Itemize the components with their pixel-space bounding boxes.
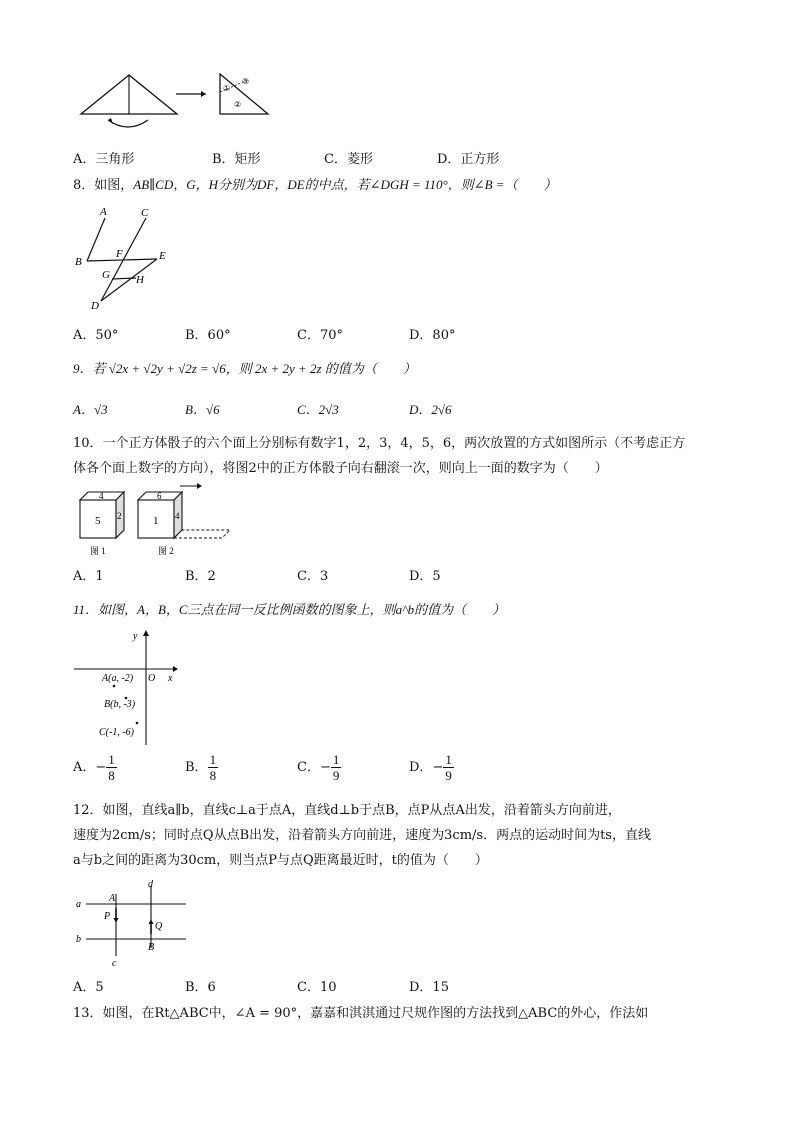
q11-option-d-letter: D． [409, 760, 433, 775]
q11-option-b[interactable] [185, 752, 218, 783]
q9-option-d[interactable]: D．2√6 [409, 402, 452, 417]
q12-label-point-p: P [104, 911, 111, 922]
q8-option-c[interactable]: C．70° [297, 328, 343, 343]
q8-label-g: G [102, 269, 110, 281]
q8-stem-prefix: 8．如图， [73, 178, 134, 193]
q12-label-point-b: B [148, 942, 155, 953]
q11-label-x: x [168, 673, 173, 684]
q10-die2-side: 4 [175, 511, 180, 521]
q8-option-d[interactable]: D．80° [409, 328, 456, 343]
q10-option-d[interactable]: D．5 [409, 569, 441, 584]
q12-label-a-line: a [76, 899, 81, 910]
q12-label-b-line: b [76, 934, 81, 945]
q7-option-b[interactable]: B．矩形 [212, 152, 261, 167]
q11-option-a-den: 8 [108, 768, 115, 783]
q12-label-c-line: c [112, 958, 117, 968]
q11-option-a-sign: − [95, 760, 107, 775]
q11-label-c: C(-1, -6) [99, 727, 134, 738]
q8-label-a: A [100, 206, 107, 218]
q12-stem-line-3: a与b之间的距离为30cm，则当点P与点Q距离最近时，t的值为（ ） [73, 853, 488, 868]
q11-option-b-letter: B． [185, 760, 208, 775]
q8-stem-body: AB∥CD，G，H分别为DF，DE的中点，若∠DGH = 110°，则∠B =（ ） [133, 177, 557, 192]
q11-coordinate-figure [74, 627, 184, 747]
q7-fig-label-2: ② [234, 100, 242, 109]
q8-option-b[interactable]: B．60° [185, 328, 231, 343]
q9-option-a[interactable]: A．√3 [73, 402, 108, 417]
q10-dice-figure [74, 480, 234, 558]
q7-fig-label-5: ⑤ [242, 77, 250, 86]
q10-stem-line-1: 10．一个正方体骰子的六个面上分别标有数字1，2，3，4，5，6，两次放置的方式如图所示（不考虑正方 [73, 436, 686, 451]
q8-label-f: F [116, 248, 123, 260]
q10-option-c[interactable]: C．3 [297, 569, 329, 584]
q8-label-h: H [136, 274, 144, 286]
q11-option-b-den: 8 [209, 768, 217, 783]
q12-label-d-line: d [148, 879, 153, 890]
q8-label-b: B [75, 256, 82, 268]
q12-option-d[interactable]: D．15 [409, 980, 449, 995]
q8-label-e: E [159, 250, 166, 262]
q11-option-d-den: 9 [445, 768, 452, 783]
q11-option-c-den: 9 [332, 768, 340, 783]
q13-stem-line-1: 13．如图，在Rt△ABC中，∠A = 90°，嘉嘉和淇淇通过尺规作图的方法找到△ABC的外心，作法如 [73, 1006, 649, 1021]
q12-label-point-a: A [109, 893, 116, 904]
q12-figure [74, 876, 189, 968]
q11-label-y: y [133, 631, 138, 642]
q7-option-d[interactable]: D．正方形 [437, 152, 500, 167]
q12-option-c[interactable]: C．10 [297, 980, 337, 995]
q11-label-o: O [148, 673, 156, 684]
q11-option-d[interactable] [409, 752, 454, 783]
q9-option-b[interactable]: B．√6 [185, 402, 220, 417]
q11-option-c-letter: C． [297, 760, 320, 775]
q7-folding-figure [78, 72, 278, 134]
q11-option-c-sign: − [319, 760, 331, 775]
q7-option-c[interactable]: C．菱形 [324, 152, 373, 167]
q12-option-a[interactable]: A．5 [73, 980, 104, 995]
q8-stem [73, 174, 557, 193]
q11-option-d-sign: − [432, 760, 444, 775]
q11-option-b-num: 1 [209, 752, 217, 767]
q10-option-b[interactable]: B．2 [185, 569, 216, 584]
q10-die2-front: 1 [153, 515, 159, 527]
q8-option-a[interactable]: A．50° [73, 328, 119, 343]
q10-die1-front: 5 [95, 515, 101, 527]
q9-stem: 9．若 √2x + √2y + √2z = √6，则 2x + 2y + 2z 的值为（ ） [73, 361, 416, 376]
q7-option-a[interactable]: A．三角形 [73, 152, 135, 167]
q8-figure [74, 203, 184, 311]
q11-option-d-num: 1 [445, 752, 452, 767]
q12-label-point-q: Q [155, 921, 163, 932]
q12-option-b[interactable]: B．6 [185, 980, 216, 995]
q10-option-a[interactable]: A．1 [73, 569, 104, 584]
q7-fig-label-1: ① [223, 84, 231, 93]
q11-label-b: B(b, -3) [104, 699, 136, 710]
q11-option-a[interactable] [73, 752, 117, 783]
q12-stem-line-1: 12．如图，直线a∥b，直线c⊥a于点A，直线d⊥b于点B，点P从点A出发，沿着箭头方向前进， [73, 803, 621, 818]
q8-label-d: D [91, 300, 99, 311]
q10-die1-side: 2 [117, 511, 122, 521]
q11-stem: 11．如图，A，B，C三点在同一反比例函数的图象上，则a^b的值为（ ） [73, 602, 506, 617]
q10-die2-top: 6 [157, 491, 162, 501]
q11-option-c-num: 1 [332, 752, 340, 767]
q11-option-a-letter: A． [73, 760, 96, 775]
q10-die1-top: 4 [99, 491, 104, 501]
q11-option-c[interactable] [297, 752, 341, 783]
q10-die2-caption: 图 2 [158, 546, 174, 556]
q10-stem-line-2: 体各个面上数字的方向），将图2中的正方体骰子向右翻滚一次，则向上一面的数字为（ ） [73, 461, 608, 476]
q9-option-c[interactable]: C．2√3 [297, 402, 339, 417]
q12-stem-line-2: 速度为2cm/s；同时点Q从点B出发，沿着箭头方向前进，速度为3cm/s．两点的运动时间为ts，直线 [73, 828, 651, 843]
q10-die1-caption: 图 1 [90, 546, 106, 556]
q8-label-c: C [141, 207, 149, 219]
q11-option-a-num: 1 [108, 752, 115, 767]
q11-label-a: A(a, -2) [102, 673, 134, 684]
